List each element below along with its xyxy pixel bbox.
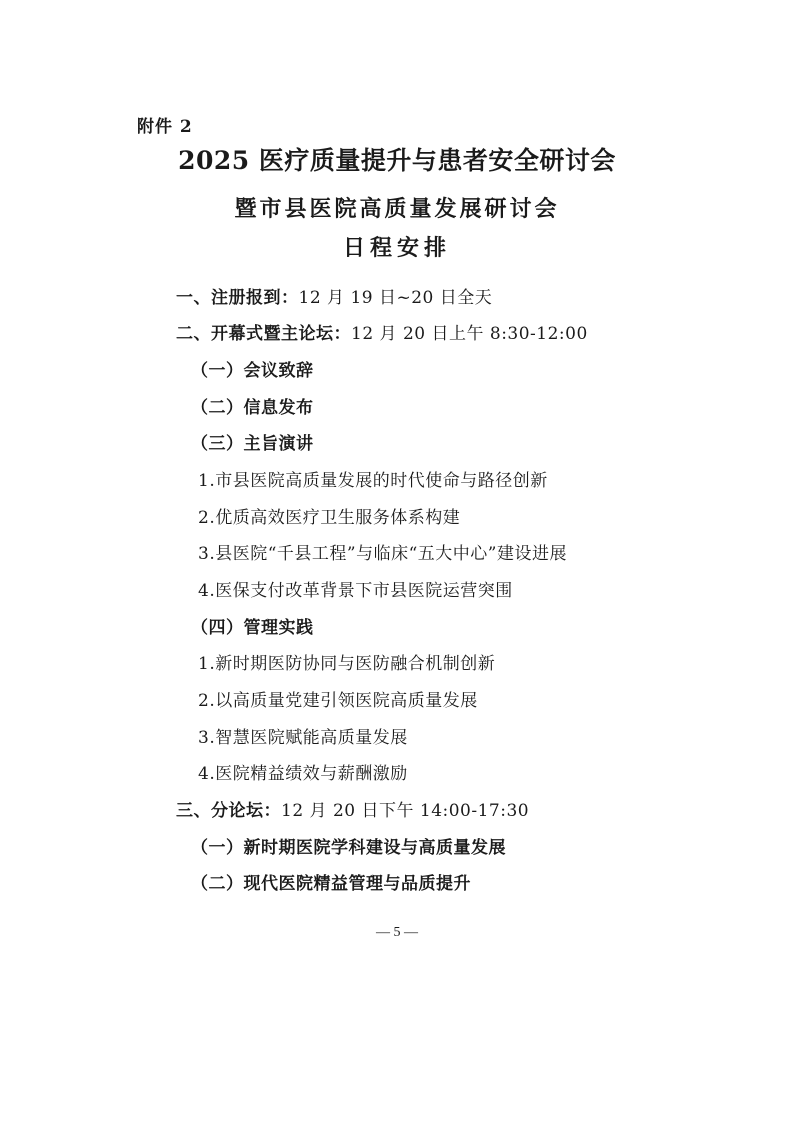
practice-item: 3.智慧医院赋能高质量发展 bbox=[198, 728, 408, 748]
practice-item: 4.医院精益绩效与薪酬激励 bbox=[198, 764, 408, 784]
section-registration-label: 一、注册报到： bbox=[176, 288, 299, 308]
forum-sub-lean-management: （二）现代医院精益管理与品质提升 bbox=[191, 874, 471, 894]
section-forum-time: 12 月 20 日下午 14:00-17:30 bbox=[281, 801, 530, 821]
page-number: — 5 — bbox=[376, 925, 418, 940]
practice-item: 1.新时期医防协同与医防融合机制创新 bbox=[198, 654, 496, 674]
section-registration-time: 12 月 19 日~20 日全天 bbox=[298, 288, 493, 308]
opening-sub-release: （二）信息发布 bbox=[191, 398, 314, 418]
keynote-item: 3.县医院“千县工程”与临床“五大中心”建设进展 bbox=[198, 544, 567, 564]
document-title: 2025 医疗质量提升与患者安全研讨会 bbox=[178, 146, 616, 175]
section-opening bbox=[176, 323, 588, 345]
section-opening-time: 12 月 20 日上午 8:30-12:00 bbox=[351, 324, 588, 344]
practice-item: 2.以高质量党建引领医院高质量发展 bbox=[198, 691, 478, 711]
opening-sub-practice: （四）管理实践 bbox=[191, 618, 314, 638]
section-forum-label: 三、分论坛： bbox=[176, 801, 281, 821]
schedule-heading: 日程安排 bbox=[342, 235, 451, 261]
opening-sub-welcome: （一）会议致辞 bbox=[191, 361, 314, 381]
section-forum bbox=[176, 800, 529, 822]
attachment-label: 附件 2 bbox=[137, 117, 193, 137]
section-registration bbox=[176, 287, 492, 309]
opening-sub-keynote: （三）主旨演讲 bbox=[191, 434, 314, 454]
forum-sub-discipline: （一）新时期医院学科建设与高质量发展 bbox=[191, 838, 506, 858]
keynote-item: 2.优质高效医疗卫生服务体系构建 bbox=[198, 508, 461, 528]
keynote-item: 1.市县医院高质量发展的时代使命与路径创新 bbox=[198, 471, 548, 491]
keynote-item: 4.医保支付改革背景下市县医院运营突围 bbox=[198, 581, 513, 601]
document-subtitle: 暨市县医院高质量发展研讨会 bbox=[234, 196, 560, 222]
section-opening-label: 二、开幕式暨主论坛： bbox=[176, 324, 351, 344]
